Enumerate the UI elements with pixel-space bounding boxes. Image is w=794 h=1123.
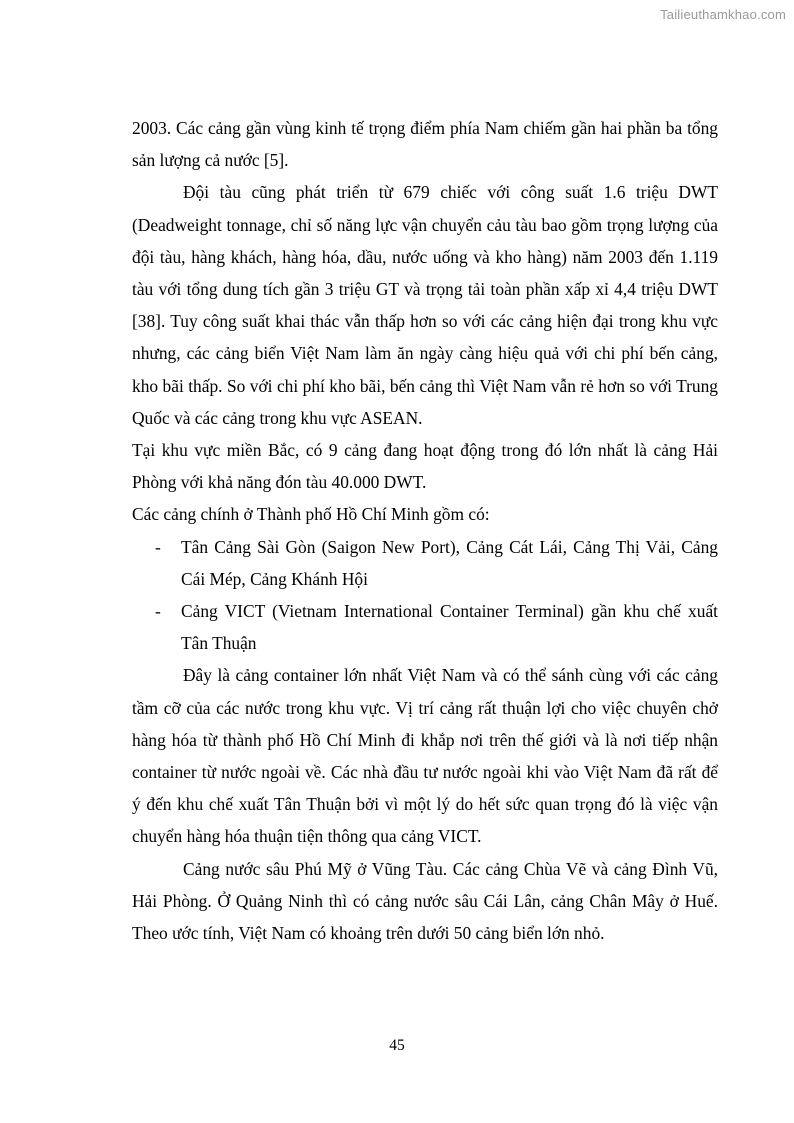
page-number: 45 [389, 1037, 405, 1054]
list-item [132, 595, 718, 659]
list-dash-marker: - [155, 601, 161, 622]
paragraph-other-ports: Cảng nước sâu Phú Mỹ ở Vũng Tàu. Các cảng Chùa Vẽ và cảng Đình Vũ, Hải Phòng. Ở Quảng Ninh thì có cảng nước sâu Cái Lân, cảng Chân Mây ở Huế. Theo ước tính, Việt Nam có khoảng trên dưới 50 cảng biển lớn nhỏ. [132, 858, 718, 944]
list-item-text: Cảng VICT (Vietnam International Container Terminal) gần khu chế xuất Tân Thuận [181, 601, 718, 654]
watermark-text: Tailieuthamkhao.com [660, 7, 786, 22]
paragraph-vict-description: Đây là cảng container lớn nhất Việt Nam và có thể sánh cùng với các cảng tầm cỡ của các nước trong khu vực. Vị trí cảng rất thuận lợi cho việc chuyên chở hàng hóa từ thành phố Hồ Chí Minh đi khắp nơi trên thế giới và là nơi tiếp nhận container từ nước ngoài về. Các nhà đầu tư nước ngoài khi vào Việt Nam đã rất để ý đến khu chế xuất Tân Thuận bởi vì một lý do hết sức quan trọng đó là việc vận chuyển hàng hóa thuận tiện thông qua cảng VICT. [132, 665, 718, 847]
paragraph-northern-ports: Tại khu vực miền Bắc, có 9 cảng đang hoạt động trong đó lớn nhất là cảng Hải Phòng với khả năng đón tàu 40.000 DWT. [132, 440, 718, 493]
paragraph-hcmc-ports-intro: Các cảng chính ở Thành phố Hồ Chí Minh gồm có: [132, 504, 490, 525]
paragraph-port-output: 2003. Các cảng gần vùng kinh tế trọng điểm phía Nam chiếm gần hai phần ba tổng sản lượng cả nước [5]. [132, 118, 718, 171]
hcmc-ports-list [132, 531, 718, 660]
paragraph-fleet-development: Đội tàu cũng phát triển từ 679 chiếc với công suất 1.6 triệu DWT (Deadweight tonnage, chỉ số năng lực vận chuyển cảu tàu bao gồm trọng lượng của đội tàu, hàng khách, hàng hóa, dầu, nước uống và kho hàng) năm 2003 đến 1.119 tàu với tổng dung tích gần 3 triệu GT và trọng tải toàn phần xấp xỉ 4,4 triệu DWT [38]. Tuy công suất khai thác vẫn thấp hơn so với các cảng hiện đại trong khu vực nhưng, các cảng biển Việt Nam làm ăn ngày càng hiệu quả với chi phí bến cảng, kho bãi thấp. So với chi phí kho bãi, bến cảng thì Việt Nam vẫn rẻ hơn so với Trung Quốc và các cảng trong khu vực ASEAN. [132, 182, 718, 428]
list-item-text: Tân Cảng Sài Gòn (Saigon New Port), Cảng Cát Lái, Cảng Thị Vải, Cảng Cái Mép, Cảng Khánh Hội [181, 536, 718, 589]
list-dash-marker: - [155, 536, 161, 557]
page-body [132, 112, 718, 949]
list-item [132, 531, 718, 595]
